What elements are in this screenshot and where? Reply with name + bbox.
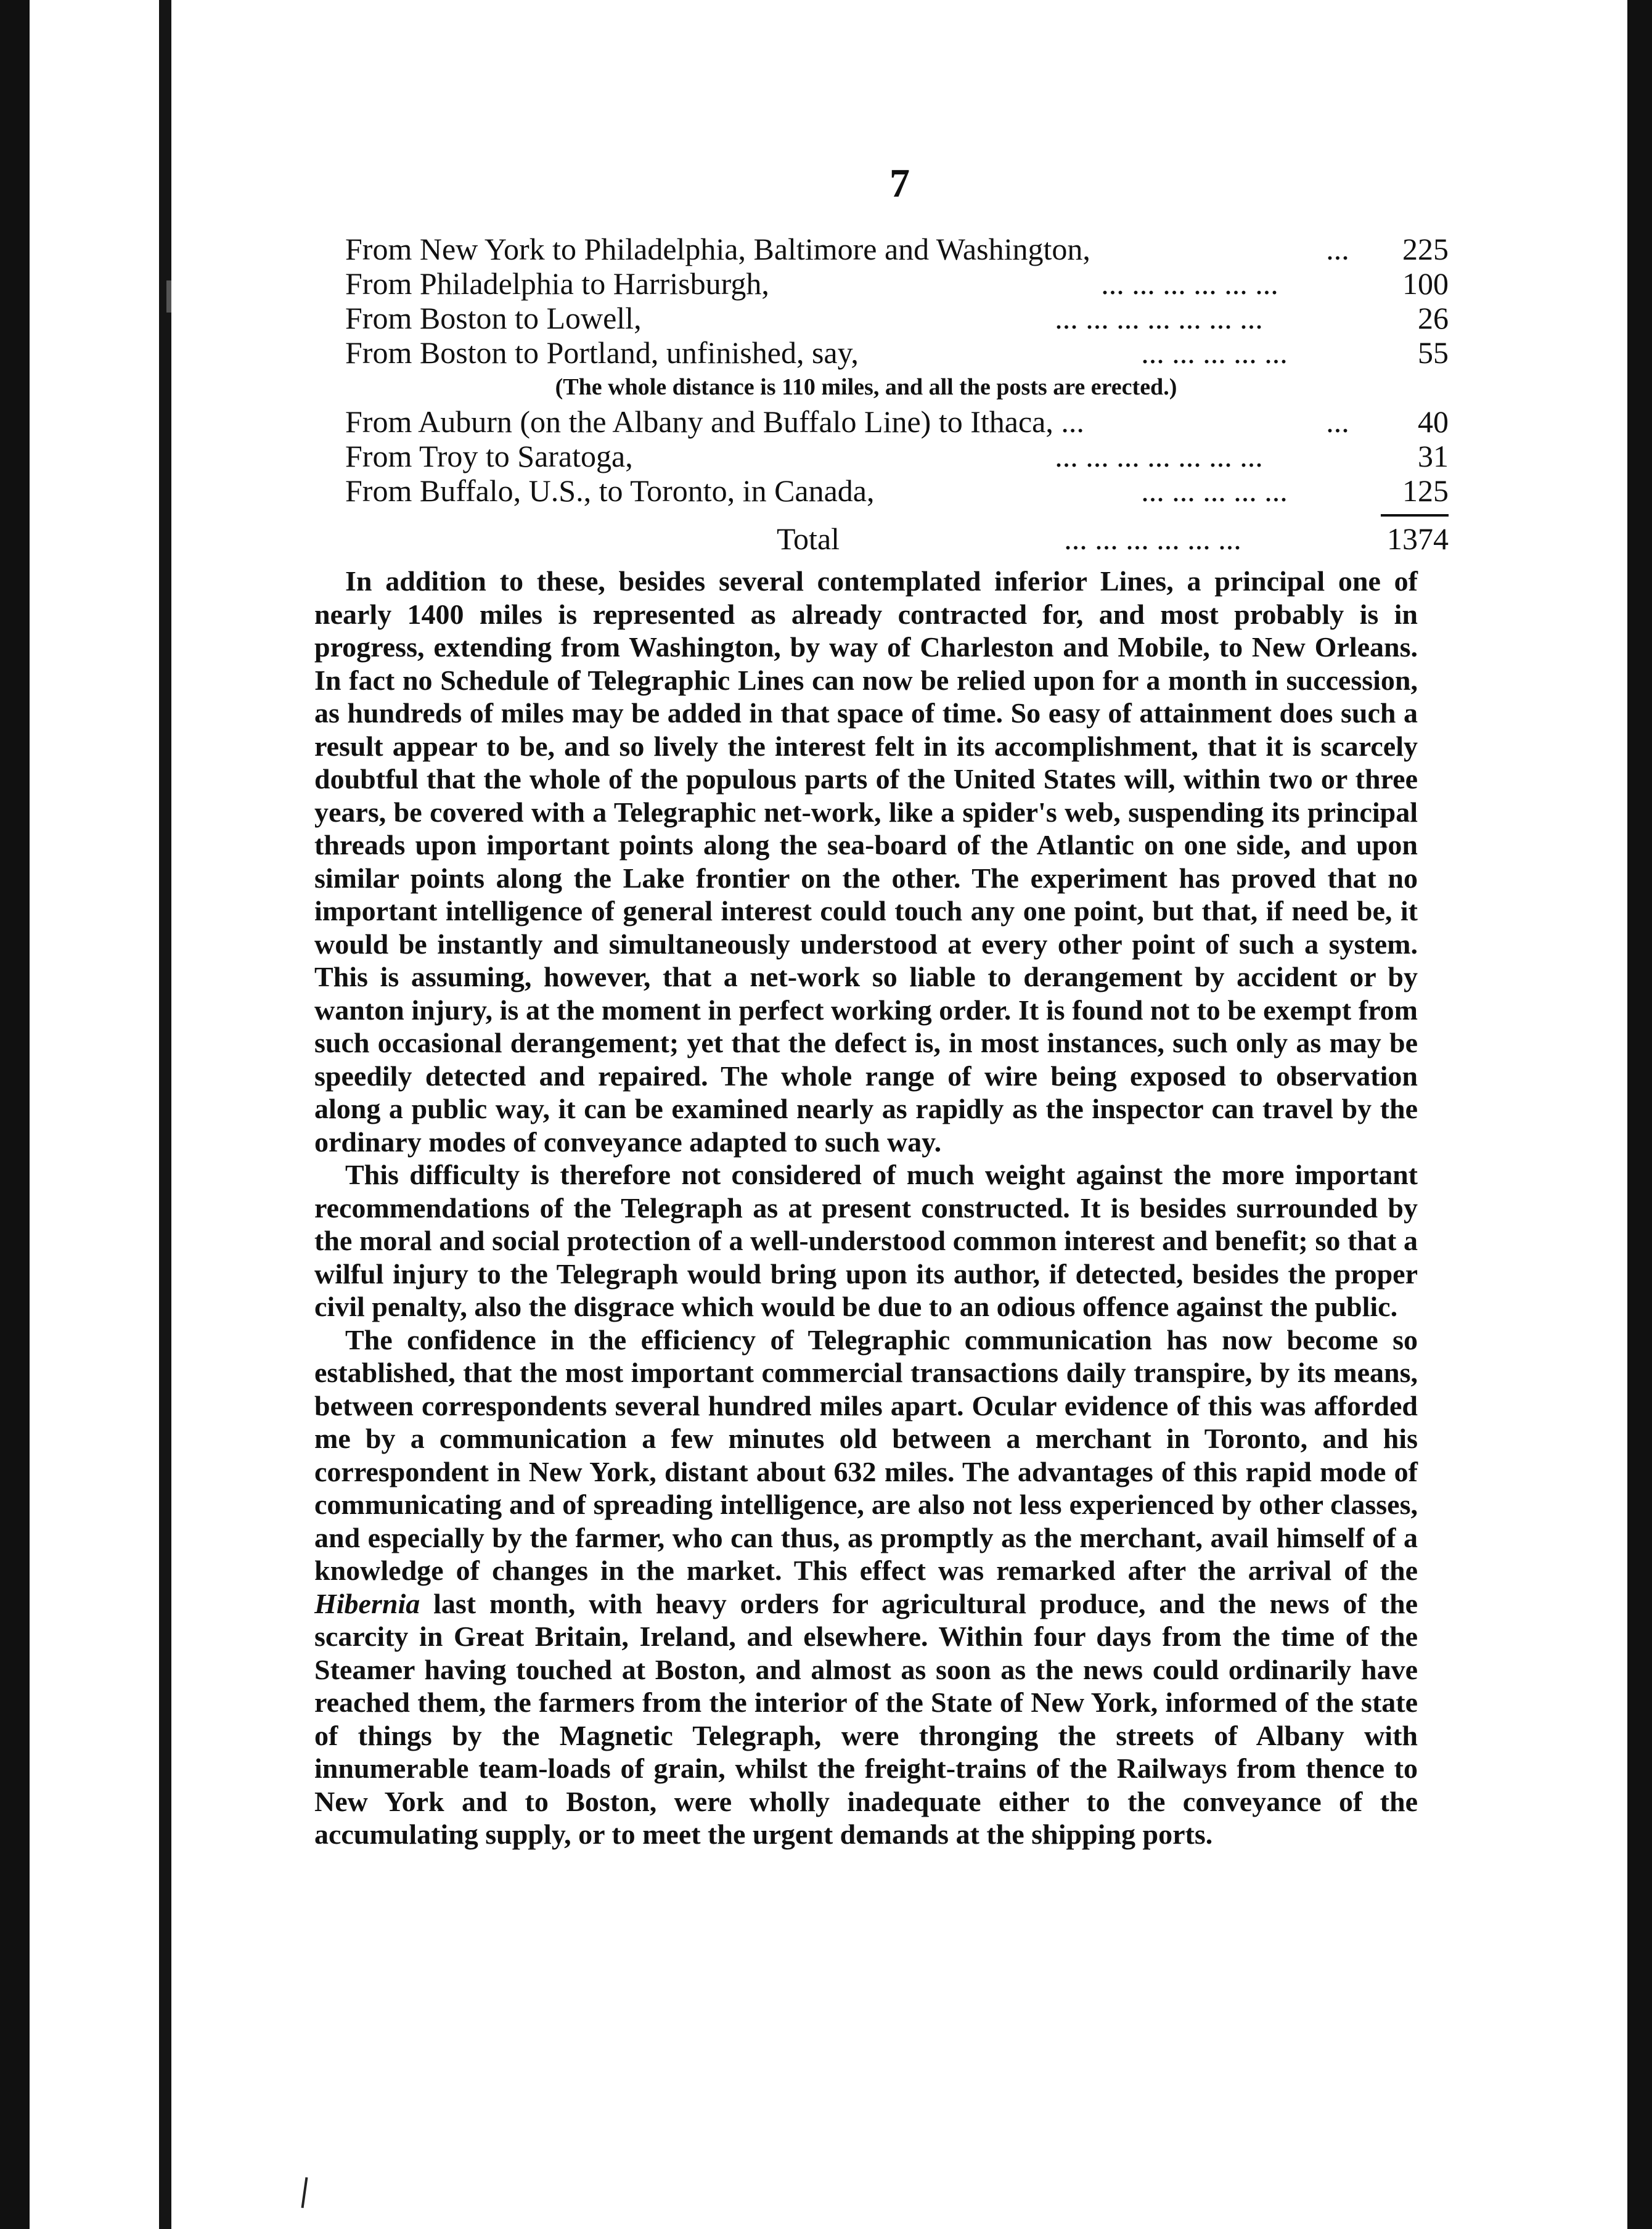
leader-dots: ... bbox=[1326, 232, 1349, 266]
scan-left-margin bbox=[0, 0, 159, 2229]
total-rule bbox=[1381, 514, 1449, 517]
route-name: From Boston to Portland, unfinished, say, bbox=[345, 335, 859, 370]
paragraph-text: last month, with heavy orders for agricultural produce, and the news of the scarcity in Great Britain, Ireland, and elsewhere. Within four days from the time of the Steamer having touched at Boston, and almost as soon as the news could ordinarily have reached them, the farmers from the interior of the State of New York, informed of the state of things by the Magnetic Telegraph, were thronging the streets of Albany with innumerable team-loads of grain, whilst the freight-trains of the Railways from thence to New York and to Boston, were wholly inadequate either to the conveyance of the accumulating supply, or to meet the urgent demands at the shipping ports. bbox=[314, 1587, 1418, 1850]
leader-dots: ... ... ... ... ... ... bbox=[1101, 266, 1278, 301]
paragraph bbox=[314, 565, 1418, 1158]
body-text bbox=[314, 565, 1418, 1851]
route-miles: 100 bbox=[1402, 266, 1449, 301]
paragraph-text: The confidence in the efficiency of Telegraphic communication has now become so established, that the most important commercial transactions daily transpire, by its means, between correspondents several hundred miles apart. Ocular evidence of this was afforded me by a communication a few minutes old between a merchant in Toronto, and his correspondent in New York, distant about 632 miles. The advantages of this rapid mode of communicating and of spreading intelligence, are also not less experienced by other classes, and especially by the farmer, who can thus, as promptly as the merchant, avail himself of a knowledge of changes in the market. This effect was remarked after the arrival of the bbox=[314, 1323, 1418, 1586]
table-row bbox=[345, 439, 1449, 473]
paragraph bbox=[314, 1158, 1418, 1323]
table-row bbox=[345, 232, 1449, 266]
leader-dots: ... bbox=[1326, 404, 1349, 439]
total-label: Total bbox=[777, 521, 840, 556]
document-page bbox=[314, 160, 1455, 1851]
paragraph bbox=[314, 1323, 1418, 1851]
table-row bbox=[345, 473, 1449, 508]
route-miles: 125 bbox=[1402, 473, 1449, 508]
route-name: From Boston to Lowell, bbox=[345, 301, 642, 335]
scan-left-border bbox=[0, 0, 30, 2229]
leader-dots: ... ... ... ... ... bbox=[1141, 473, 1288, 508]
table-row bbox=[345, 266, 1449, 301]
route-miles: 55 bbox=[1418, 335, 1449, 370]
ship-name: Hibernia bbox=[314, 1587, 420, 1619]
route-name: From Philadelphia to Harrisburgh, bbox=[345, 266, 769, 301]
route-name: From Troy to Saratoga, bbox=[345, 439, 633, 473]
route-miles: 225 bbox=[1402, 232, 1449, 266]
total-value: 1374 bbox=[1387, 521, 1449, 556]
route-name: From Buffalo, U.S., to Toronto, in Canada, bbox=[345, 473, 875, 508]
route-name: From Auburn (on the Albany and Buffalo Line) to Ithaca, ... bbox=[345, 404, 1084, 439]
table-row bbox=[345, 404, 1449, 439]
total-row bbox=[345, 521, 1449, 565]
scan-right-border bbox=[1627, 0, 1652, 2229]
scan-edge-mark bbox=[166, 280, 171, 313]
binding-rule bbox=[159, 0, 171, 2229]
page-number: 7 bbox=[889, 161, 910, 206]
route-miles: 31 bbox=[1418, 439, 1449, 473]
scan-mark bbox=[301, 2177, 308, 2208]
leader-dots: ... ... ... ... ... ... bbox=[1064, 521, 1241, 556]
route-miles: 26 bbox=[1418, 301, 1449, 335]
distance-note: (The whole distance is 110 miles, and all the posts are erected.) bbox=[555, 374, 1177, 400]
route-miles: 40 bbox=[1418, 404, 1449, 439]
leader-dots: ... ... ... ... ... bbox=[1141, 335, 1288, 370]
leader-dots: ... ... ... ... ... ... ... bbox=[1055, 439, 1263, 473]
table-row bbox=[345, 301, 1449, 335]
route-name: From New York to Philadelphia, Baltimore and Washington, bbox=[345, 232, 1090, 266]
paragraph-text: This difficulty is therefore not considered of much weight against the more important recommendations of the Telegraph as at present constructed. It is besides surrounded by the moral and social protection of a well-understood common interest and benefit; so that a wilful injury to the Telegraph would bring upon its author, if detected, besides the proper civil penalty, also the disgrace which would be due to an odious offence against the public. bbox=[314, 1159, 1418, 1322]
distance-table bbox=[345, 232, 1449, 565]
paragraph-text: In addition to these, besides several contemplated inferior Lines, a principal one of nearly 1400 miles is represented as already contracted for, and most probably is in progress, extending from Washington, by way of Charleston and Mobile, to New Orleans. In fact no Schedule of Telegraphic Lines can now be relied upon for a month in succession, as hundreds of miles may be added in that space of time. So easy of attainment does such a result appear to be, and so lively the interest felt in its accomplishment, that it is scarcely doubtful that the whole of the populous parts of the United States will, within two or three years, be covered with a Telegraphic net-work, like a spider's web, suspending its principal threads upon important points along the sea-board of the Atlantic on one side, and upon similar points along the Lake frontier on the other. The experiment has proved that no important intelligence of general interest could touch any one point, but that, if need be, it would be instantly and simultaneously understood at every other point of such a system. This is assuming, however, that a net-work so liable to derangement by accident or by wanton injury, is at the moment in perfect working order. It is found not to be exempt from such occasional derangement; yet that the defect is, in most instances, such only as may be speedily detected and repaired. The whole range of wire being exposed to observation along a public way, it can be examined nearly as rapidly as the inspector can travel by the ordinary modes of conveyance adapted to such way. bbox=[314, 565, 1418, 1158]
table-row bbox=[345, 335, 1449, 370]
leader-dots: ... ... ... ... ... ... ... bbox=[1055, 301, 1263, 335]
